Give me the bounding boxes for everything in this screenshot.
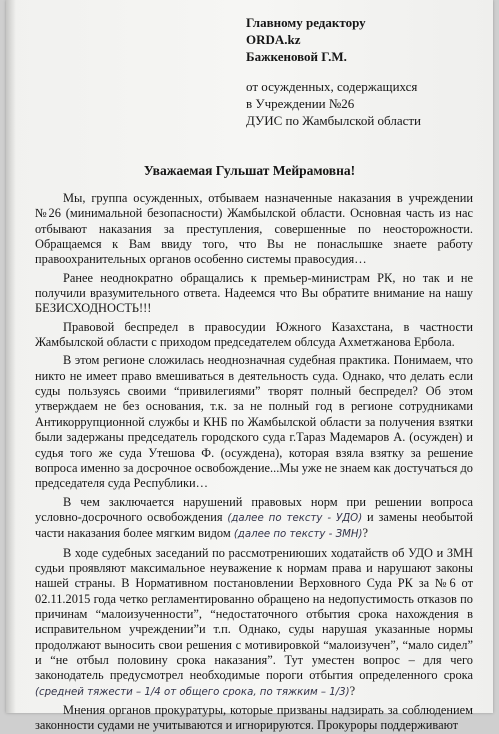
handwritten-note-udo: (далее по тексту - УДО) [227, 512, 363, 524]
paragraph-5-text-b: и замены необытой части наказания более мягким видом [35, 509, 473, 541]
paragraph-6-text-c: ? [349, 683, 356, 698]
sender-line-1: от осужденных, содержащихся [246, 79, 418, 94]
sender-line-3: ДУИС по Жамбылской области [246, 113, 421, 128]
paragraph-5 [35, 495, 473, 543]
addressee-line-1: Главному редактору [246, 15, 366, 30]
sender-line-2: в Учреждении №26 [246, 96, 355, 111]
paragraph-6 [35, 546, 473, 700]
addressee-line-2: ORDA.kz [246, 32, 301, 47]
paragraph-3: Правовой беспредел в правосудии Южного Казахстана, в частности Жамбылской области с приходом председателем облсуда Ахметжанова Ербола. [35, 319, 473, 350]
letter-body [35, 191, 473, 734]
paragraph-2: Ранее неоднократно обращались к премьер-министрам РК, но так и не получили вразумительного ответа. Надеемся что Вы обратите внимание на нашу БЕЗИСХОДНОСТЬ!!! [35, 270, 473, 316]
paragraph-5-text-c: ? [362, 526, 369, 541]
handwritten-note-zmn: (далее по тексту - ЗМН) [233, 529, 363, 541]
greeting: Уважаемая Гульшат Мейрамовна! [143, 163, 356, 178]
paragraph-7: Мнения органов прокуратуры, которые призваны надзирать за соблюдением законности судами не учитываются и игнорируются. Прокуроры поддерживают [35, 703, 473, 733]
paragraph-4: В этом регионе сложилась неоднозначная судебная практика. Понимаем, что никто не имеет право вмешиваться в деятельность суда. Однако, что делать если суды пользуясь своими “привилегиями” творят полный беспредел? Об этом утверждаем не без основания, т.к. за не полный год в регионе сотрудниками Антикоррупционной службы и КНБ по Жамбылской области за получения взятки были задержаны председатель городского суда г.Тараз Мадемаров А. (осужден) и судья того же суда Утешова Ф. (осуждена), которая взяла взятку за решение вопроса именно за досрочное освобождение...Мы уже не знаем как достучаться до председателя суда Республики… [35, 353, 473, 491]
paragraph-6-text-a: В ходе судебных заседаний по рассмотрениюших ходатайств об УДО и ЗМН судьи проявляют максимальное неуважение к нормам права и нарушают законы нашей страны. В Нормативном постановлении Верховного Суда РК за №6 от 02.11.2015 года четко регламентированно обращено на недопустимость отказов по причинам “малоизученности”, “недостаточного отбытия срока нахождения в исправительном учреждении”и т.п. Однако, суды нарушая указанные нормы продолжают выносить свои решения с мотивировкой “малоизучен”, “мало сидел” и “не отбыл половину срока наказания”. Тут уместен вопрос – для чего законодатель предусмотрел необходимые пороги отбытия определенного срока [35, 545, 473, 683]
paragraph-1: Мы, группа осужденных, отбываем назначенные наказания в учреждении №26 (минимальной безопасности) Жамбылской области. Основная часть из нас отбывают наказания за преступления, совершенные по неосторожности. Обращаемся к Вам ввиду того, что Вы не понаслышке знаете работу правоохранительных органов особенно системы правосудия… [35, 191, 473, 267]
letter-page [6, 0, 493, 733]
scan-edge-shadow [6, 0, 16, 713]
handwritten-note-terms: (средней тяжести – 1/4 от общего срока, по тяжким – 1/3) [35, 686, 350, 698]
addressee-line-3: Бажкеновой Г.М. [246, 49, 347, 64]
paragraph-5-text-a: В чем заключается нарушений правовых норм при решении вопроса условно-досрочного освобождения [35, 494, 473, 524]
